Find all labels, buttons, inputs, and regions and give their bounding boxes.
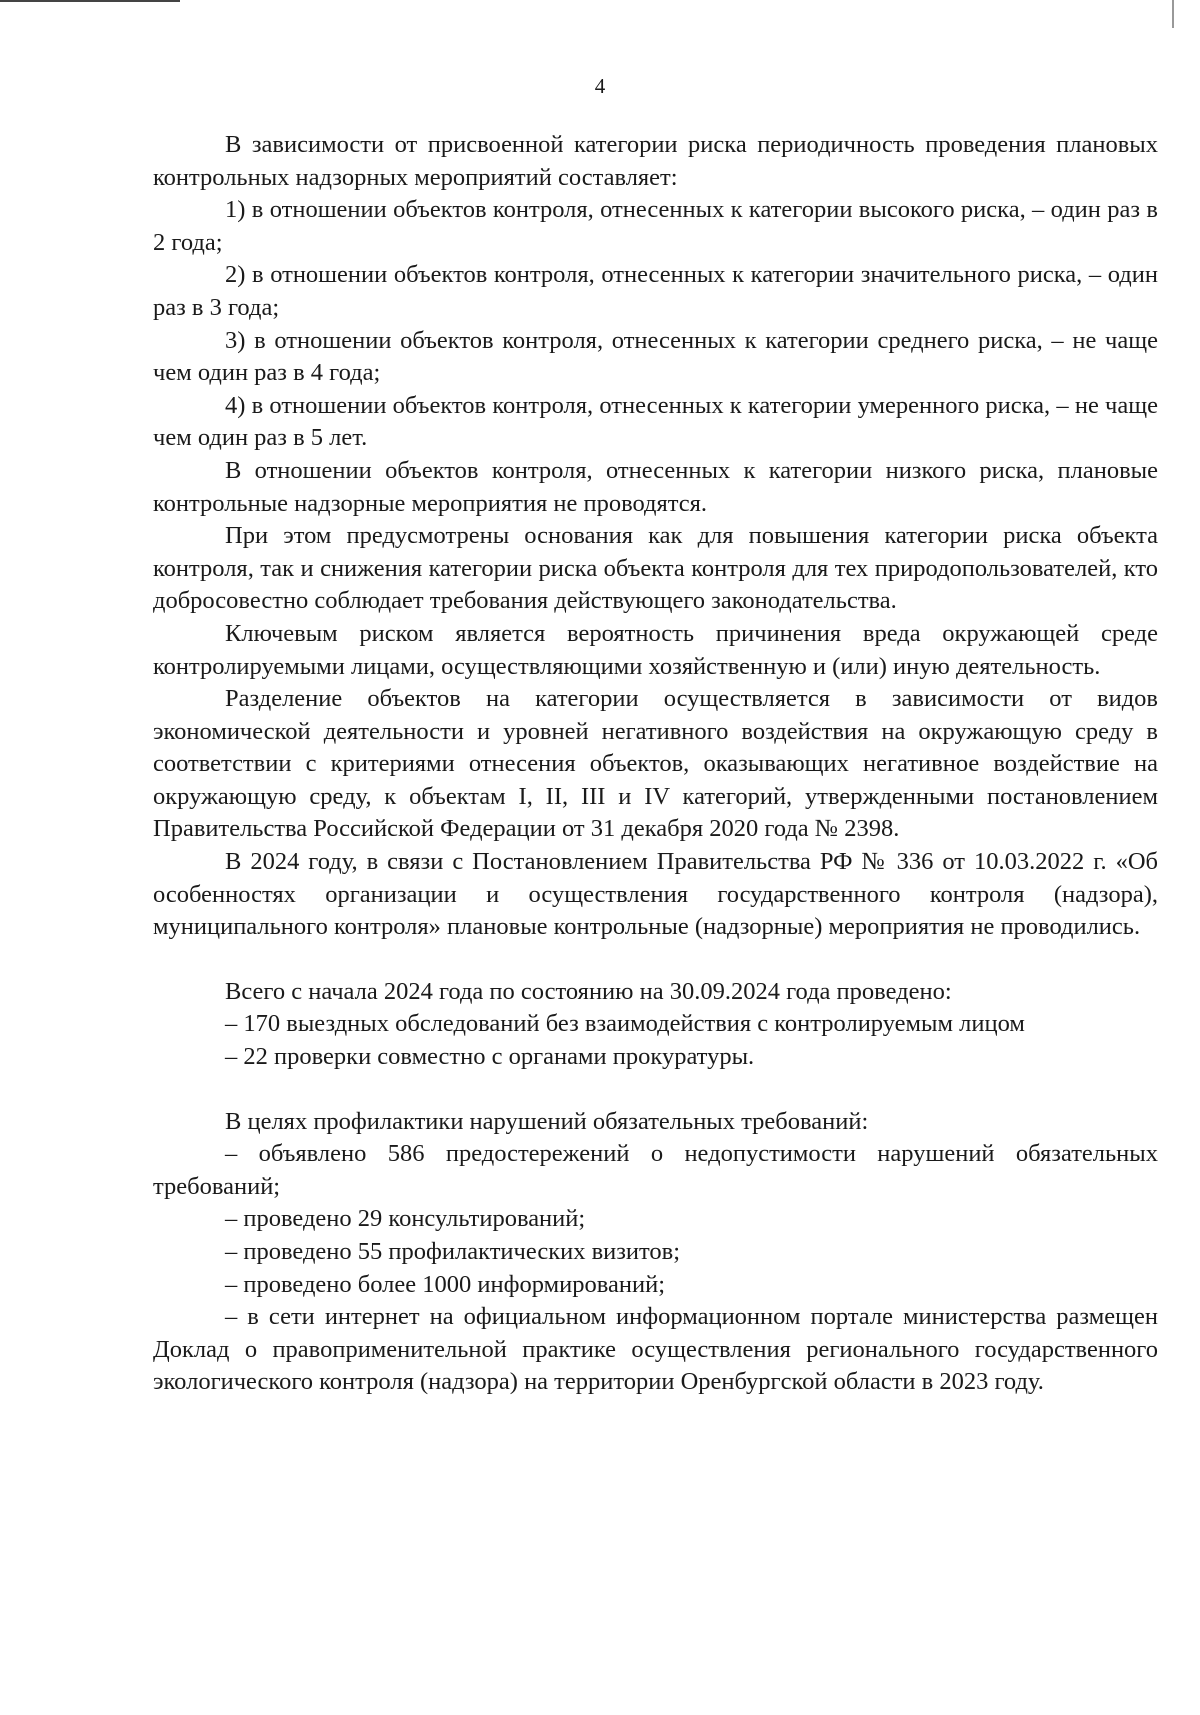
paragraph-key-risk: Ключевым риском является вероятность причинения вреда окружающей среде контролируемыми лицами, осуществляющими хозяйственную и (или) иную деятельность. [153, 619, 1158, 680]
paragraph-gap [153, 944, 1158, 976]
prevention-item-informing: – проведено более 1000 информирований; [225, 1270, 666, 1298]
paragraph-object-categories: Разделение объектов на категории осуществляется в зависимости от видов экономической деятельности и уровней негативного воздействия на окружающую среду в соответствии с критериями отнесения объектов, оказывающих негативное воздействие на окружающую среду, к объектам I, II, III и IV категорий, утвержденными постановлением Правительства Российской Федерации от 31 декабря 2020 года № 2398. [153, 685, 1158, 843]
document-body [153, 129, 1158, 1399]
paragraph-2024-inspections: В 2024 году, в связи с Постановлением Правительства РФ № 336 от 10.03.2022 г. «Об особенностях организации и осуществления государственного контроля (надзора), муниципального контроля» плановые контрольные (надзорные) мероприятия не проводились. [153, 848, 1158, 941]
scan-edge-line [0, 0, 180, 2]
paragraph-risk-category-change: При этом предусмотрены основания как для повышения категории риска объекта контроля, так и снижения категории риска объекта контроля для тех природопользователей, кто добросовестно соблюдает требования действующего законодательства. [153, 522, 1158, 615]
paragraph-moderate-risk: 4) в отношении объектов контроля, отнесенных к категории умеренного риска, – не чаще чем один раз в 5 лет. [153, 391, 1158, 452]
page-number: 4 [594, 74, 606, 98]
paragraph-high-risk: 1) в отношении объектов контроля, отнесенных к категории высокого риска, – один раз в 2 года; [153, 196, 1158, 256]
prevention-item-warnings: – объявлено 586 предостережений о недопустимости нарушений обязательных требований; [153, 1140, 1158, 1200]
summary-intro: Всего с начала 2024 года по состоянию на 30.09.2024 года проведено: [225, 977, 952, 1005]
prevention-intro: В целях профилактики нарушений обязательных требований: [225, 1107, 869, 1135]
prevention-item-report: – в сети интернет на официальном информационном портале министерства размещен Доклад о правоприменительной практике осуществления регионального государственного экологического контроля (надзора) на территории Оренбургской области в 2023 году. [153, 1303, 1158, 1396]
paragraph-gap [153, 1074, 1158, 1106]
prevention-item-consultations: – проведено 29 консультирований; [225, 1205, 586, 1233]
summary-item-joint-checks: – 22 проверки совместно с органами прокуратуры. [225, 1043, 755, 1071]
paragraph-significant-risk: 2) в отношении объектов контроля, отнесенных к категории значительного риска, – один раз в 3 года; [153, 261, 1158, 321]
paragraph-medium-risk: 3) в отношении объектов контроля, отнесенных к категории среднего риска, – не чаще чем один раз в 4 года; [153, 326, 1158, 387]
paragraph-low-risk: В отношении объектов контроля, отнесенных к категории низкого риска, плановые контрольные надзорные мероприятия не проводятся. [153, 456, 1158, 517]
prevention-item-visits: – проведено 55 профилактических визитов; [225, 1238, 681, 1265]
summary-item-field-surveys: – 170 выездных обследований без взаимодействия с контролируемым лицом [225, 1010, 1025, 1038]
paragraph-risk-periodicity: В зависимости от присвоенной категории риска периодичность проведения плановых контрольных надзорных мероприятий составляет: [153, 131, 1158, 191]
scan-corner-mark [1172, 0, 1174, 28]
